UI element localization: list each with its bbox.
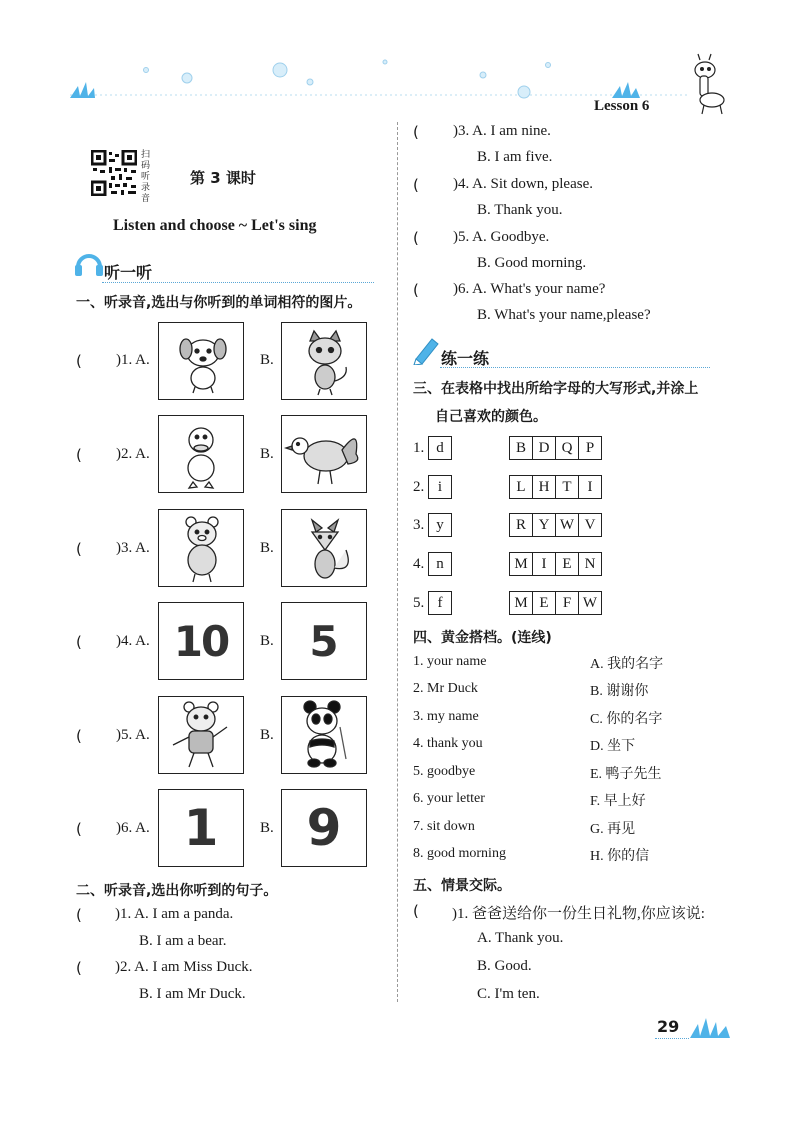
answer-paren[interactable]: ( — [413, 123, 419, 141]
situation-option: A. Thank you. — [477, 930, 564, 946]
uppercase-options — [509, 513, 601, 537]
sentence-option-a: )1. A. I am a panda. — [115, 906, 234, 922]
match-right-item[interactable]: C. 你的名字 — [590, 712, 663, 727]
option-b-label: B. — [260, 633, 274, 649]
match-left-item[interactable]: 6. your letter — [413, 791, 485, 806]
option-b-image[interactable] — [281, 696, 367, 774]
letter-cell[interactable]: V — [578, 513, 602, 537]
part5-title: 五、情景交际。 — [413, 878, 511, 894]
given-letter: f — [428, 591, 452, 615]
answer-paren[interactable]: ( — [76, 820, 82, 838]
match-left-item[interactable]: 5. goodbye — [413, 764, 476, 779]
given-letter: n — [428, 552, 452, 576]
pencil-icon — [410, 333, 442, 365]
letter-cell[interactable]: L — [509, 475, 533, 499]
match-left-item[interactable]: 1. your name — [413, 654, 487, 669]
option-a-image[interactable] — [158, 696, 244, 774]
option-b-image[interactable] — [281, 602, 367, 680]
letter-cell[interactable]: M — [509, 552, 533, 576]
given-letter: y — [428, 513, 452, 537]
match-left-item[interactable]: 8. good morning — [413, 846, 506, 861]
part1-title: 一、听录音,选出与你听到的单词相符的图片。 — [76, 295, 362, 311]
bear-picture — [159, 510, 243, 586]
fox-picture — [282, 510, 366, 586]
match-left-item[interactable]: 2. Mr Duck — [413, 681, 478, 696]
answer-paren[interactable]: ( — [76, 906, 82, 924]
question-number: )5. A. — [116, 727, 150, 743]
option-b-image[interactable] — [281, 789, 367, 867]
match-right-item[interactable]: E. 鸭子先生 — [590, 767, 662, 782]
sentence-option-a: )2. A. I am Miss Duck. — [115, 959, 253, 975]
situation-question: )1. 爸爸送给你一份生日礼物,你应该说: — [452, 906, 705, 922]
duck-picture — [159, 416, 243, 492]
option-a-image[interactable] — [158, 415, 244, 493]
answer-paren[interactable]: ( — [76, 352, 82, 370]
header-decoration — [0, 50, 800, 120]
match-right-item[interactable]: A. 我的名字 — [590, 657, 664, 672]
letter-cell[interactable]: M — [509, 591, 533, 615]
bear-picture — [159, 697, 243, 773]
qr-code-icon[interactable] — [91, 150, 137, 196]
option-a-image[interactable] — [158, 602, 244, 680]
answer-paren[interactable]: ( — [76, 959, 82, 977]
sentence-option-a: )6. A. What's your name? — [453, 281, 606, 297]
sentence-option-b: B. Thank you. — [477, 202, 563, 218]
option-a-image[interactable] — [158, 789, 244, 867]
option-b-label: B. — [260, 820, 274, 836]
option-a-image[interactable] — [158, 322, 244, 400]
option-b-label: B. — [260, 727, 274, 743]
given-letter: d — [428, 436, 452, 460]
answer-paren[interactable]: ( — [76, 633, 82, 651]
answer-paren[interactable]: ( — [413, 176, 419, 194]
letter-cell[interactable]: D — [532, 436, 556, 460]
given-letter: i — [428, 475, 452, 499]
answer-paren[interactable]: ( — [76, 727, 82, 745]
question-number: )6. A. — [116, 820, 150, 836]
grass-left-icon — [70, 82, 95, 98]
column-divider — [397, 122, 398, 1002]
uppercase-options — [509, 475, 601, 499]
number-five-picture: 5 — [309, 616, 339, 666]
letter-cell[interactable]: W — [555, 513, 579, 537]
match-right-item[interactable]: B. 谢谢你 — [590, 684, 649, 699]
answer-paren[interactable]: ( — [413, 229, 419, 247]
question-number: )4. A. — [116, 633, 150, 649]
row-number: 2. — [413, 479, 425, 495]
option-b-label: B. — [260, 540, 274, 556]
listen-heading: 听一听 — [104, 263, 153, 282]
row-number: 5. — [413, 595, 425, 611]
letter-cell[interactable]: E — [532, 591, 556, 615]
letter-cell[interactable]: Y — [532, 513, 556, 537]
panda-picture — [282, 697, 366, 773]
option-a-image[interactable] — [158, 509, 244, 587]
letter-cell[interactable]: B — [509, 436, 533, 460]
lesson-subtitle: Listen and choose ~ Let's sing — [113, 217, 317, 234]
letter-cell[interactable]: N — [578, 552, 602, 576]
question-number: )1. A. — [116, 352, 150, 368]
question-number: )2. A. — [116, 446, 150, 462]
part4-title: 四、黄金搭档。(连线) — [413, 630, 552, 646]
letter-cell[interactable]: H — [532, 475, 556, 499]
situation-option: B. Good. — [477, 958, 532, 974]
headphones-icon — [73, 247, 105, 279]
listen-heading-underline — [102, 282, 374, 283]
sentence-option-b: B. Good morning. — [477, 255, 587, 271]
question-number: )3. A. — [116, 540, 150, 556]
answer-paren[interactable]: ( — [413, 281, 419, 299]
uppercase-options — [509, 591, 601, 615]
option-b-image[interactable] — [281, 415, 367, 493]
practice-heading: 练一练 — [441, 349, 490, 368]
option-b-label: B. — [260, 352, 274, 368]
part3-title-line2: 自己喜欢的颜色。 — [435, 409, 547, 425]
sentence-option-b: B. I am five. — [477, 149, 553, 165]
option-b-image[interactable] — [281, 322, 367, 400]
part3-title: 三、在表格中找出所给字母的大写形式,并涂上 — [413, 381, 699, 397]
lesson-label: Lesson 6 — [594, 98, 650, 114]
situation-option: C. I'm ten. — [477, 986, 540, 1002]
sentence-option-a: )5. A. Goodbye. — [453, 229, 550, 245]
uppercase-options — [509, 436, 601, 460]
letter-cell[interactable]: R — [509, 513, 533, 537]
letter-cell[interactable]: F — [555, 591, 579, 615]
match-left-item[interactable]: 7. sit down — [413, 819, 475, 834]
number-nine-picture: 9 — [306, 799, 342, 857]
number-one-picture: 1 — [183, 799, 219, 857]
match-left-item[interactable]: 3. my name — [413, 709, 479, 724]
match-right-item[interactable]: G. 再见 — [590, 822, 636, 837]
page-number-underline — [655, 1038, 689, 1039]
sentence-option-b: B. I am Mr Duck. — [139, 986, 246, 1002]
part2-title: 二、听录音,选出你听到的句子。 — [76, 883, 278, 899]
sentence-option-a: )4. A. Sit down, please. — [453, 176, 593, 192]
dog-picture — [159, 323, 243, 399]
answer-paren[interactable]: ( — [76, 446, 82, 464]
page-number: 29 — [657, 1017, 680, 1036]
option-b-label: B. — [260, 446, 274, 462]
lesson-title: 第 3 课时 — [190, 169, 256, 187]
answer-paren[interactable]: ( — [413, 902, 419, 920]
cat-picture — [282, 323, 366, 399]
row-number: 4. — [413, 556, 425, 572]
answer-paren[interactable]: ( — [76, 540, 82, 558]
row-number: 1. — [413, 440, 425, 456]
letter-cell[interactable]: E — [555, 552, 579, 576]
bird-picture — [282, 416, 366, 492]
match-right-item[interactable]: F. 早上好 — [590, 794, 646, 809]
sentence-option-a: )3. A. I am nine. — [453, 123, 551, 139]
option-b-image[interactable] — [281, 509, 367, 587]
match-left-item[interactable]: 4. thank you — [413, 736, 483, 751]
letter-cell[interactable]: Q — [555, 436, 579, 460]
row-number: 3. — [413, 517, 425, 533]
practice-heading-underline — [440, 367, 710, 368]
grass-footer-icon — [688, 1014, 732, 1040]
letter-cell[interactable]: P — [578, 436, 602, 460]
letter-cell[interactable]: I — [532, 552, 556, 576]
grass-right-icon — [612, 82, 640, 98]
sentence-option-b: B. What's your name,please? — [477, 307, 651, 323]
letter-cell[interactable]: T — [555, 475, 579, 499]
giraffe-icon — [695, 54, 724, 114]
letter-cell[interactable]: I — [578, 475, 602, 499]
number-ten-picture: 10 — [173, 616, 229, 666]
match-right-item[interactable]: D. 坐下 — [590, 739, 636, 754]
match-right-item[interactable]: H. 你的信 — [590, 849, 650, 864]
uppercase-options — [509, 552, 601, 576]
sentence-option-b: B. I am a bear. — [139, 933, 227, 949]
letter-cell[interactable]: W — [578, 591, 602, 615]
qr-label: 扫码听录音 — [141, 150, 151, 204]
